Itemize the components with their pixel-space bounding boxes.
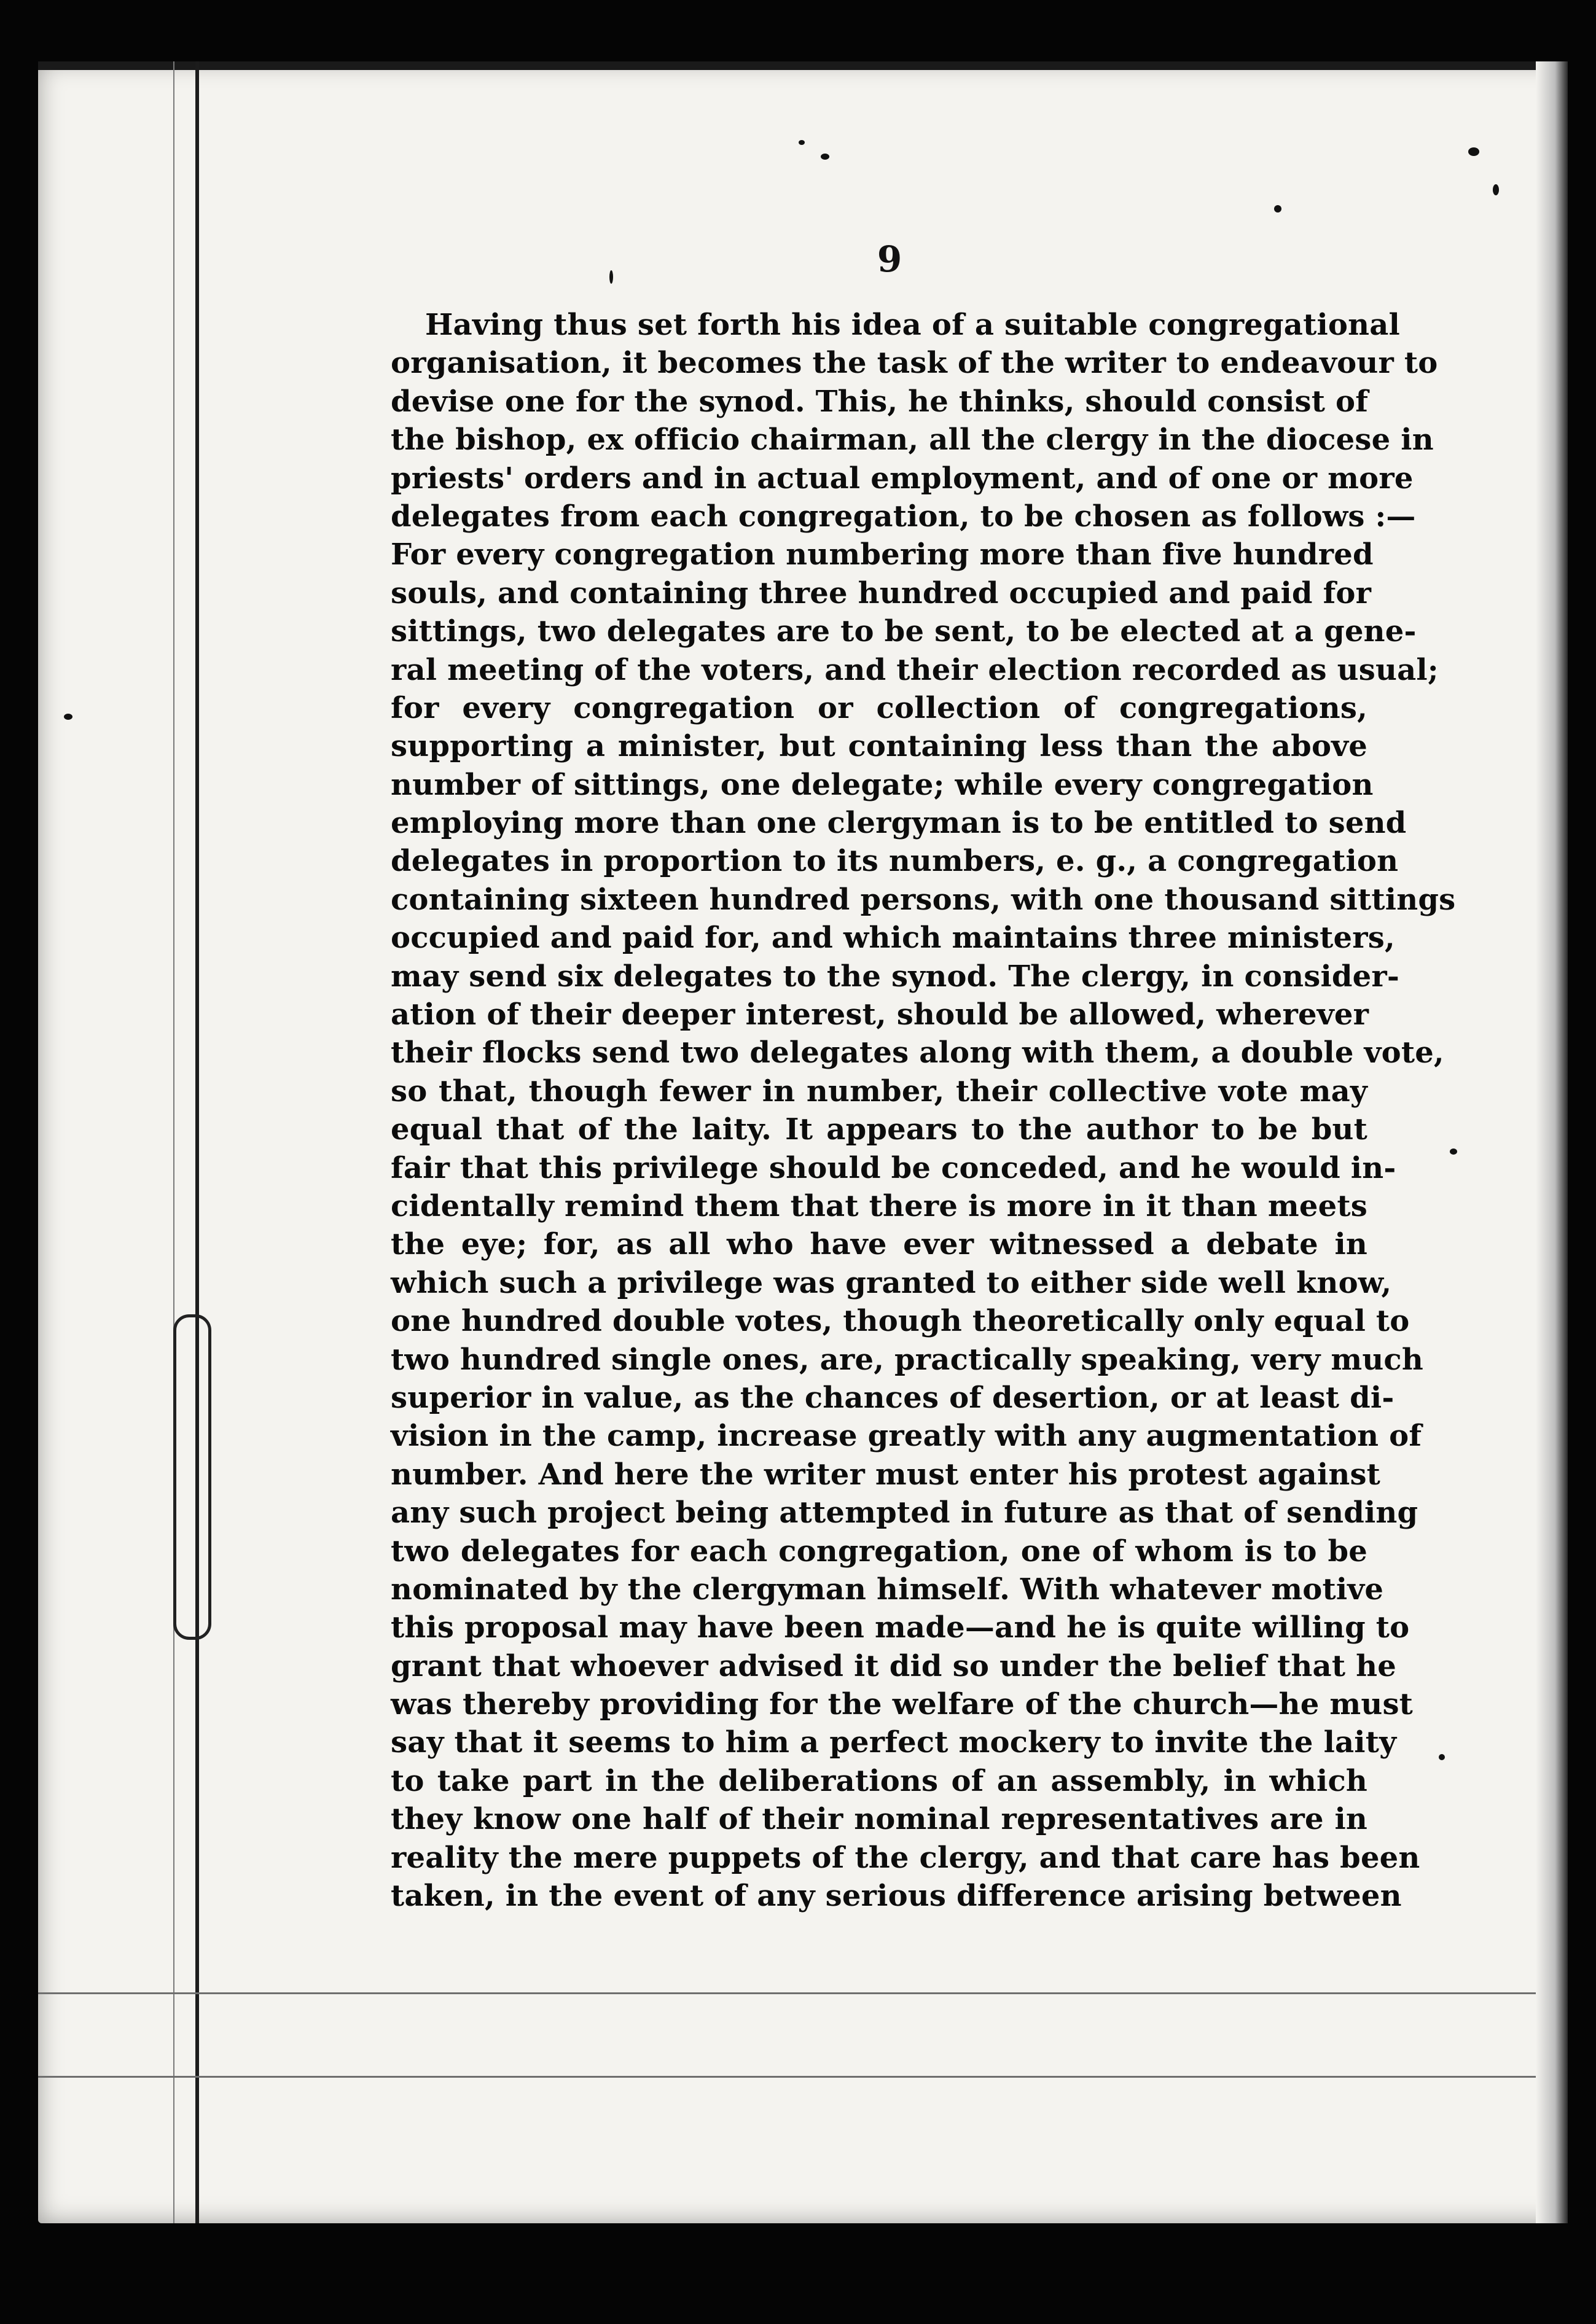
text-line: employing more than one clergyman is to be entitled to send xyxy=(391,806,1407,841)
text-line: say that it seems to him a perfect mockery to invite the laity xyxy=(391,1725,1397,1760)
text-line: which such a privilege was granted to either side well know, xyxy=(391,1265,1392,1300)
text-line: organisation, it becomes the task of the writer to endeavour to xyxy=(391,346,1438,381)
page-top-border xyxy=(38,61,1568,70)
text-line: devise one for the synod. This, he thinks, should consist of xyxy=(391,384,1369,419)
page-right-edge xyxy=(1536,61,1568,2223)
text-line: they know one half of their nominal representatives are in xyxy=(391,1802,1367,1837)
text-line: two hundred single ones, are, practically speaking, very much xyxy=(391,1342,1423,1377)
body-paragraph xyxy=(391,306,1456,1915)
text-line: taken, in the event of any serious difference arising between xyxy=(391,1879,1402,1914)
text-line: ation of their deeper interest, should be allowed, wherever xyxy=(391,997,1369,1032)
text-line: ral meeting of the voters, and their election recorded as usual; xyxy=(391,652,1439,687)
ink-speck xyxy=(799,140,805,145)
page-number: 9 xyxy=(877,238,902,280)
ink-speck xyxy=(1468,147,1479,156)
text-line: containing sixteen hundred persons, with one thousand sittings xyxy=(391,882,1456,917)
text-line: supporting a minister, but containing less than the above xyxy=(391,729,1367,764)
text-line: their flocks send two delegates along with them, a double vote, xyxy=(391,1035,1444,1070)
ink-speck xyxy=(64,714,72,720)
text-line: to take part in the deliberations of an assembly, in which xyxy=(391,1763,1367,1798)
gutter-line-thin xyxy=(173,61,174,2223)
text-line: fair that this privilege should be conceded, and he would in- xyxy=(391,1150,1396,1185)
text-line: For every congregation numbering more than five hundred xyxy=(391,537,1374,572)
text-line: was thereby providing for the welfare of the church—he must xyxy=(391,1687,1414,1722)
text-line: souls, and containing three hundred occupied and paid for xyxy=(391,575,1372,610)
text-line: so that, though fewer in number, their collective vote may xyxy=(391,1074,1367,1109)
text-line: superior in value, as the chances of desertion, or at least di- xyxy=(391,1380,1395,1415)
text-line: the eye; for, as all who have ever witnessed a debate in xyxy=(391,1227,1367,1262)
text-line: one hundred double votes, though theoretically only equal to xyxy=(391,1304,1410,1339)
ink-speck xyxy=(609,270,613,284)
text-line: for every congregation or collection of congregations, xyxy=(391,690,1367,725)
text-line: any such project being attempted in future as that of sending xyxy=(391,1495,1418,1530)
text-line: may send six delegates to the synod. The clergy, in consider- xyxy=(391,959,1400,994)
text-line: sittings, two delegates are to be sent, to be elected at a gene- xyxy=(391,614,1417,649)
text-line: number. And here the writer must enter his protest against xyxy=(391,1457,1381,1492)
text-line: the bishop, ex officio chairman, all the clergy in the diocese in xyxy=(391,423,1434,458)
gutter-line xyxy=(195,61,199,2223)
ink-speck xyxy=(1493,184,1499,195)
text-line: number of sittings, one delegate; while every congregation xyxy=(391,767,1374,802)
text-line: cidentally remind them that there is more in it than meets xyxy=(391,1188,1367,1223)
text-line: priests' orders and in actual employment, and of one or more xyxy=(391,461,1414,496)
text-line: nominated by the clergyman himself. With whatever motive xyxy=(391,1572,1384,1607)
ink-speck xyxy=(1274,205,1281,213)
text-line: this proposal may have been made—and he is quite willing to xyxy=(391,1610,1410,1645)
binding-thread xyxy=(173,1314,211,1640)
text-line: Having thus set forth his idea of a suitable congregational xyxy=(425,308,1400,342)
text-line: delegates in proportion to its numbers, e. g., a congregation xyxy=(391,844,1399,879)
text-line: reality the mere puppets of the clergy, and that care has been xyxy=(391,1840,1420,1875)
ink-speck xyxy=(821,154,829,160)
text-line: vision in the camp, increase greatly with any augmentation of xyxy=(391,1419,1422,1454)
text-line: delegates from each congregation, to be chosen as follows :— xyxy=(391,499,1416,534)
text-line: occupied and paid for, and which maintains three ministers, xyxy=(391,921,1395,956)
text-line: equal that of the laity. It appears to the author to be but xyxy=(391,1112,1367,1147)
ink-speck xyxy=(1439,1754,1445,1760)
rule-line-upper xyxy=(38,1992,1568,1994)
rule-line-lower xyxy=(38,2076,1568,2078)
text-line: grant that whoever advised it did so under the belief that he xyxy=(391,1648,1396,1683)
ink-speck xyxy=(1450,1148,1457,1155)
text-line: two delegates for each congregation, one of whom is to be xyxy=(391,1534,1367,1569)
